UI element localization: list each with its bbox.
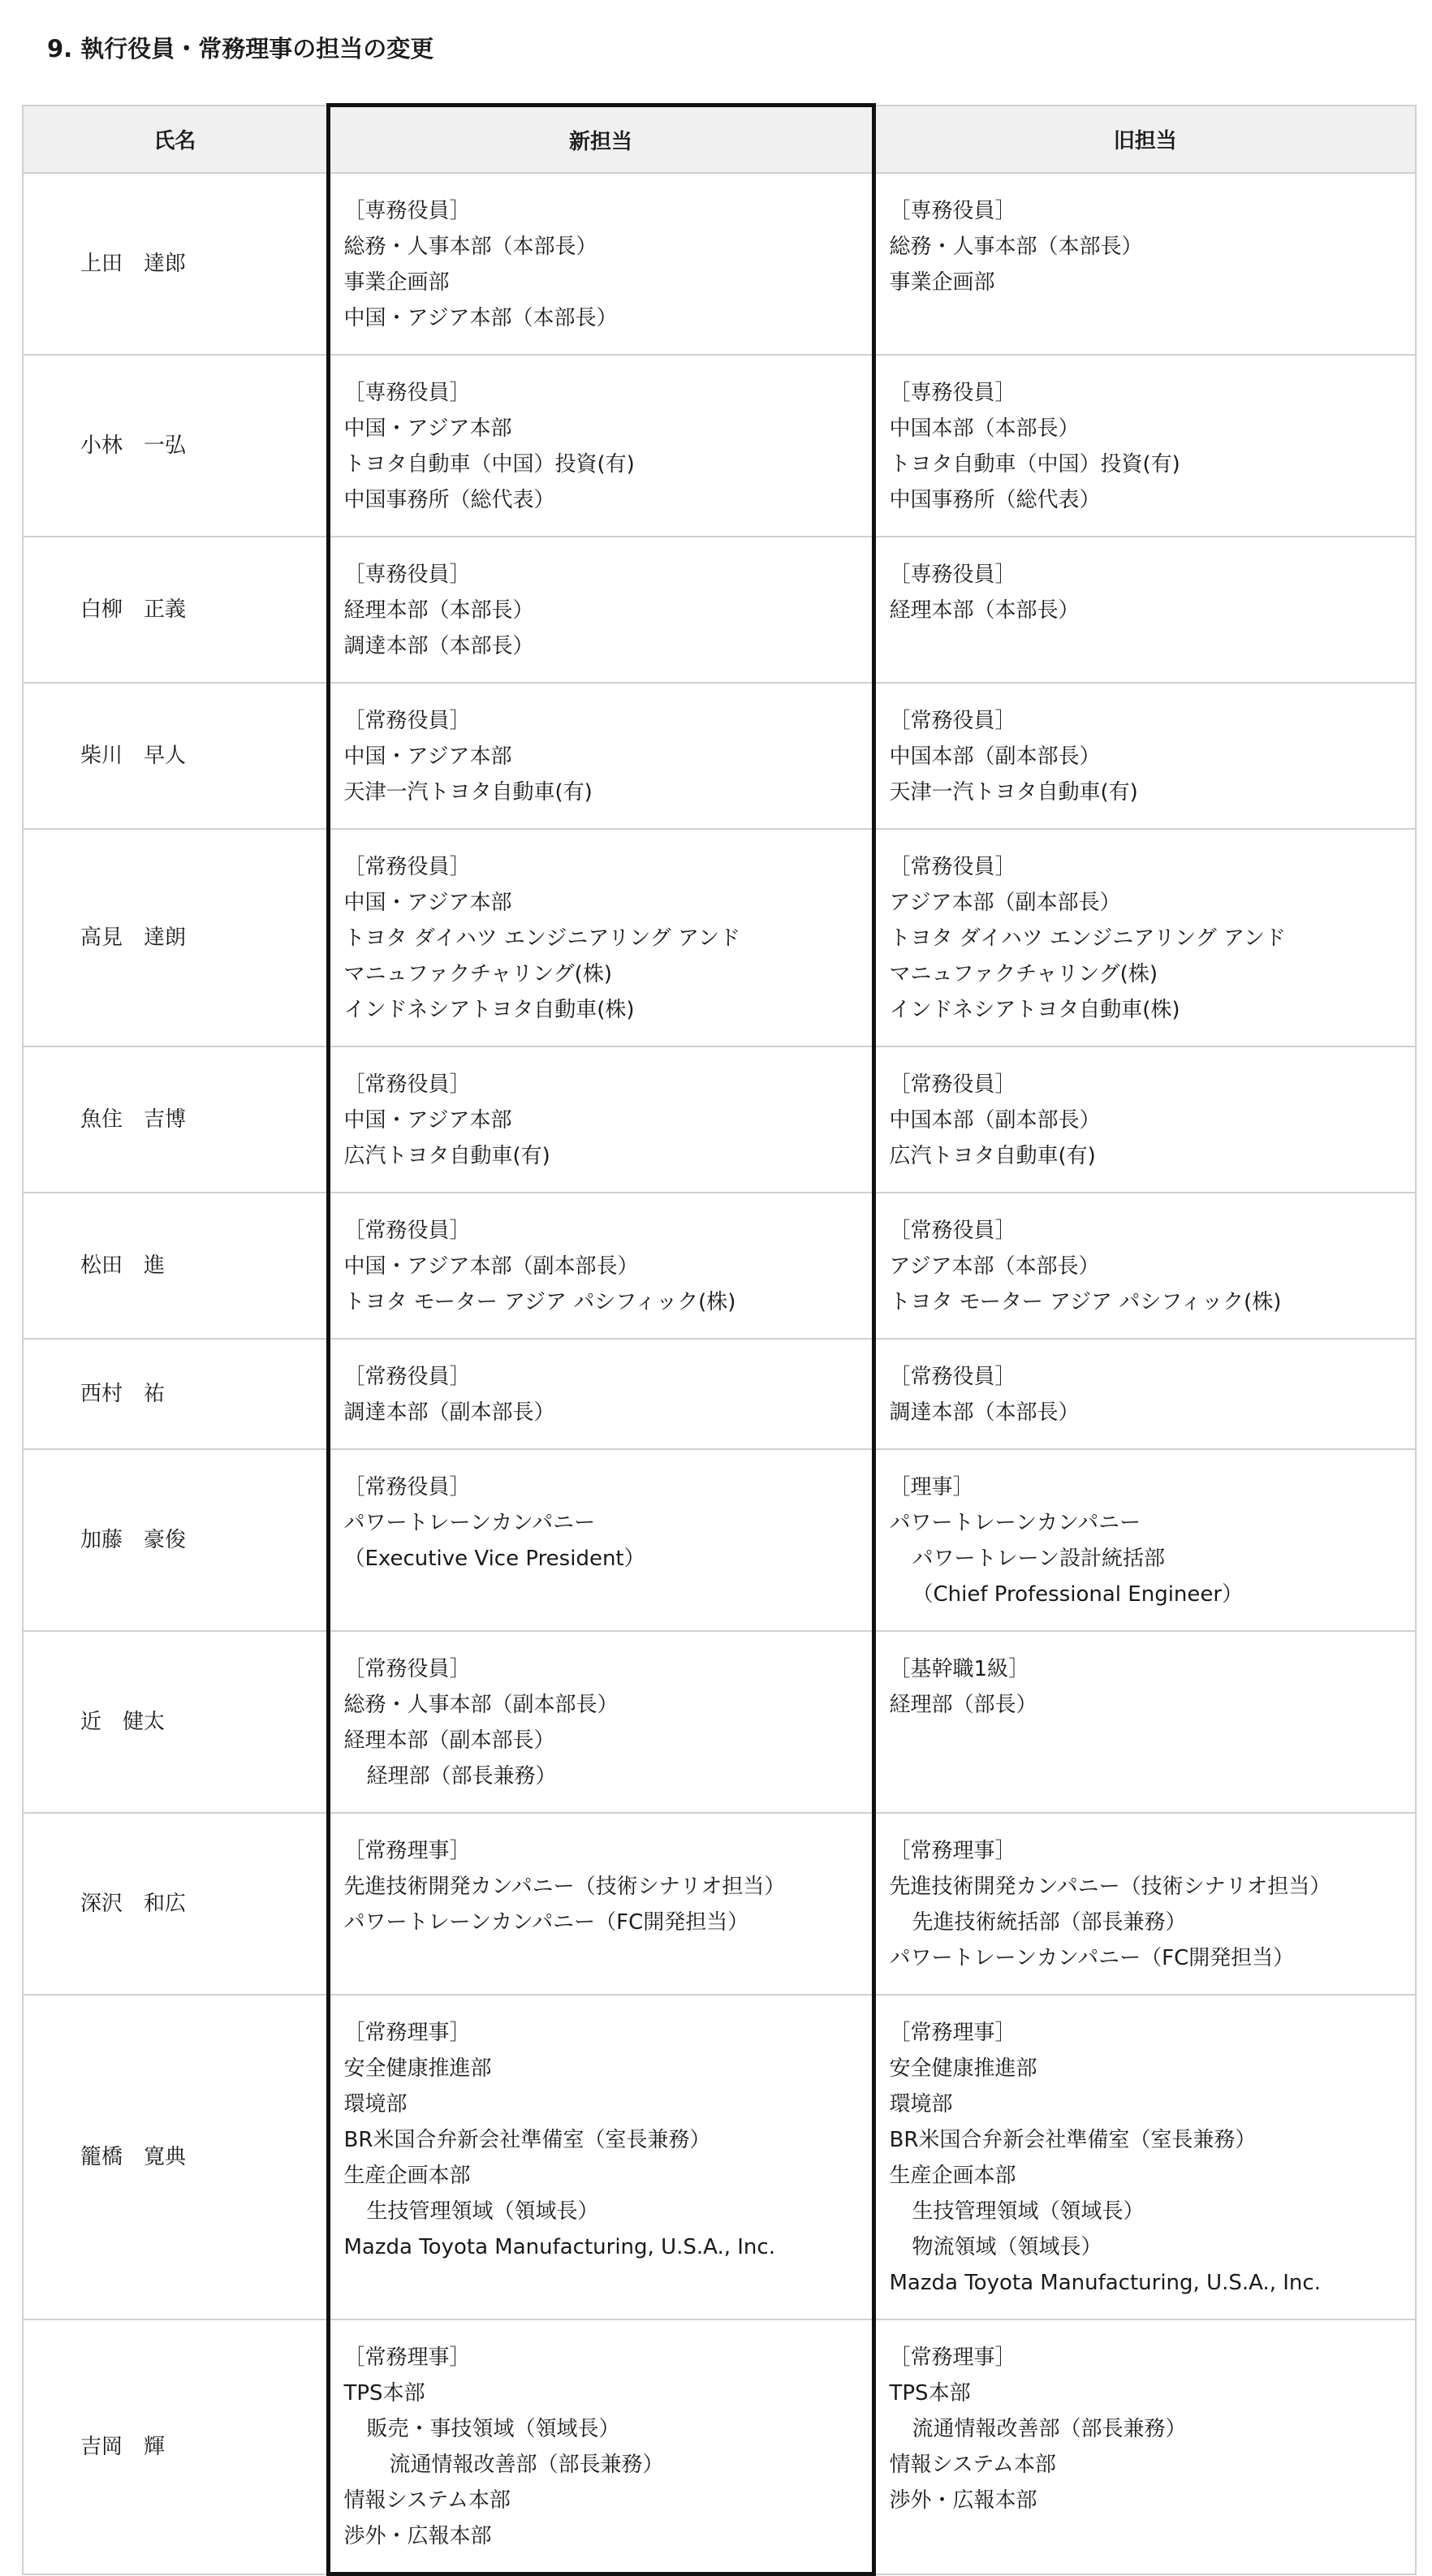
old-assignment-cell	[873, 1995, 1416, 2319]
new-assignment-cell	[328, 2319, 873, 2574]
person-name: 加藤 豪俊	[80, 1528, 187, 1552]
assignment-line: 事業企画部	[343, 270, 450, 295]
assignment-line: 情報システム本部	[343, 2488, 511, 2513]
new-assignment-cell	[328, 1813, 873, 1995]
assignment-line: 経理本部（本部長）	[343, 598, 534, 623]
old-assignment-cell	[873, 173, 1416, 355]
table-row	[23, 683, 1416, 829]
name-cell	[23, 173, 328, 355]
old-assignment-cell	[873, 2319, 1416, 2574]
assignment-line: 中国・アジア本部	[343, 416, 512, 441]
table-header-row	[23, 106, 1416, 174]
assignment-line: パワートレーンカンパニー	[343, 1511, 596, 1535]
assignment-line: ［常務理事］	[343, 2345, 471, 2370]
new-assignment-cell	[328, 1631, 873, 1813]
name-cell	[23, 355, 328, 537]
assignment-line: ［専務役員］	[889, 199, 1016, 223]
assignment-line: マニュファクチャリング(株)	[889, 962, 1158, 986]
assignment-line: トヨタ自動車（中国）投資(有)	[889, 452, 1180, 477]
assignment-line: 流通情報改善部（部長兼務）	[912, 2417, 1187, 2441]
name-cell	[23, 1193, 328, 1339]
assignment-line: トヨタ モーター アジア パシフィック(株)	[889, 1290, 1282, 1314]
table-row	[23, 1193, 1416, 1339]
assignment-line: ［常務役員］	[343, 855, 471, 879]
assignment-line: インドネシアトヨタ自動車(株)	[343, 998, 635, 1022]
name-cell	[23, 2319, 328, 2574]
assignment-line: ［専務役員］	[889, 563, 1016, 587]
assignment-line: トヨタ モーター アジア パシフィック(株)	[343, 1290, 736, 1314]
assignment-line: ［専務役員］	[343, 563, 471, 587]
table-row	[23, 1449, 1416, 1631]
assignment-line: トヨタ自動車（中国）投資(有)	[343, 452, 635, 477]
assignment-line: 調達本部（副本部長）	[343, 1400, 555, 1425]
assignment-line: 渉外・広報本部	[343, 2524, 492, 2548]
assignment-line: 経理部（部長）	[889, 1693, 1037, 1717]
name-cell	[23, 1449, 328, 1631]
assignment-line: ［常務理事］	[343, 2021, 471, 2045]
table-row	[23, 173, 1416, 355]
table-body	[23, 173, 1416, 2574]
person-name: 近 健太	[80, 1710, 166, 1734]
name-cell	[23, 829, 328, 1046]
assignment-line: 広汽トヨタ自動車(有)	[343, 1144, 550, 1168]
assignment-line: 中国本部（本部長）	[889, 416, 1080, 441]
assignment-line: 情報システム本部	[889, 2453, 1056, 2477]
new-assignment-cell	[328, 1193, 873, 1339]
assignment-line: トヨタ ダイハツ エンジニアリング アンド	[889, 926, 1287, 951]
assignment-line: 中国本部（副本部長）	[889, 744, 1101, 769]
assignment-line: 安全健康推進部	[889, 2056, 1037, 2081]
new-assignment-cell	[328, 683, 873, 829]
assignment-table-container	[22, 103, 1415, 2576]
assignment-line: 広汽トヨタ自動車(有)	[889, 1144, 1096, 1168]
assignment-line: ［専務役員］	[343, 381, 471, 405]
assignment-line: BR米国合弁新会社準備室（室長兼務）	[889, 2128, 1257, 2152]
assignment-table	[22, 103, 1417, 2576]
old-assignment-cell	[873, 1046, 1416, 1193]
assignment-line: 中国事務所（総代表）	[343, 488, 555, 512]
assignment-line: 中国・アジア本部（副本部長）	[343, 1254, 639, 1279]
old-assignment-cell	[873, 1813, 1416, 1995]
table-row	[23, 1046, 1416, 1193]
table-row	[23, 537, 1416, 683]
assignment-line: ［常務役員］	[889, 709, 1016, 733]
assignment-line: Mazda Toyota Manufacturing, U.S.A., Inc.	[889, 2271, 1321, 2295]
old-assignment-cell	[873, 355, 1416, 537]
assignment-line: Mazda Toyota Manufacturing, U.S.A., Inc.	[343, 2235, 775, 2259]
table-row	[23, 1339, 1416, 1449]
assignment-line: 渉外・広報本部	[889, 2488, 1037, 2513]
assignment-line: インドネシアトヨタ自動車(株)	[889, 998, 1180, 1022]
assignment-line: ［常務役員］	[343, 1072, 471, 1097]
table-row	[23, 355, 1416, 537]
table-row	[23, 1995, 1416, 2319]
assignment-line: 中国本部（副本部長）	[889, 1108, 1101, 1133]
old-assignment-cell	[873, 1339, 1416, 1449]
assignment-line: ［常務理事］	[889, 1839, 1016, 1863]
table-row	[23, 1813, 1416, 1995]
person-name: 松田 進	[80, 1253, 166, 1278]
new-assignment-cell	[328, 829, 873, 1046]
assignment-line: 経理本部（本部長）	[889, 598, 1080, 623]
header-new-assignment: 新担当	[328, 106, 873, 174]
assignment-line: トヨタ ダイハツ エンジニアリング アンド	[343, 926, 741, 951]
assignment-line: 中国・アジア本部	[343, 891, 512, 915]
assignment-line: パワートレーンカンパニー	[889, 1511, 1141, 1535]
new-assignment-cell	[328, 173, 873, 355]
assignment-line: 環境部	[343, 2092, 408, 2116]
person-name: 籠橋 寛典	[80, 2145, 187, 2169]
old-assignment-cell	[873, 1449, 1416, 1631]
assignment-line: ［常務理事］	[343, 1839, 471, 1863]
assignment-line: 中国・アジア本部	[343, 1108, 512, 1133]
old-assignment-cell	[873, 683, 1416, 829]
assignment-line: アジア本部（本部長）	[889, 1254, 1100, 1279]
table-row	[23, 2319, 1416, 2574]
assignment-line: 調達本部（本部長）	[889, 1400, 1080, 1425]
new-assignment-cell	[328, 1995, 873, 2319]
assignment-line: 物流領域（領域長）	[912, 2235, 1102, 2259]
assignment-line: ［常務役員］	[889, 855, 1016, 879]
name-cell	[23, 1631, 328, 1813]
assignment-line: マニュファクチャリング(株)	[343, 962, 612, 986]
new-assignment-cell	[328, 355, 873, 537]
assignment-line: ［常務役員］	[889, 1365, 1016, 1389]
assignment-line: ［常務役員］	[343, 1219, 471, 1243]
assignment-line: ［基幹職1級］	[889, 1657, 1030, 1681]
assignment-line: パワートレーンカンパニー（FC開発担当）	[889, 1946, 1295, 1970]
assignment-line: アジア本部（副本部長）	[889, 891, 1121, 915]
assignment-line: 天津一汽トヨタ自動車(有)	[343, 780, 593, 805]
assignment-line: パワートレーン設計統括部	[912, 1547, 1165, 1571]
assignment-line: TPS本部	[343, 2381, 425, 2406]
assignment-line: 調達本部（本部長）	[343, 634, 534, 658]
name-cell	[23, 1046, 328, 1193]
assignment-line: 総務・人事本部（本部長）	[343, 235, 597, 259]
person-name: 高見 達朗	[80, 926, 187, 950]
assignment-line: パワートレーンカンパニー（FC開発担当）	[343, 1910, 749, 1935]
name-cell	[23, 683, 328, 829]
assignment-line: ［常務役員］	[343, 1365, 471, 1389]
person-name: 小林 一弘	[80, 434, 187, 458]
header-old-assignment: 旧担当	[873, 106, 1416, 174]
assignment-line: 中国・アジア本部（本部長）	[343, 306, 618, 330]
assignment-line: 天津一汽トヨタ自動車(有)	[889, 780, 1138, 805]
assignment-line: 総務・人事本部（本部長）	[889, 235, 1143, 259]
assignment-line: ［常務役員］	[889, 1219, 1016, 1243]
new-assignment-cell	[328, 1449, 873, 1631]
page-title: 9. 執行役員・常務理事の担当の変更	[47, 35, 434, 63]
assignment-line: 中国・アジア本部	[343, 744, 512, 769]
assignment-line: 環境部	[889, 2092, 953, 2116]
old-assignment-cell	[873, 1631, 1416, 1813]
assignment-line: 流通情報改善部（部長兼務）	[389, 2453, 664, 2477]
new-assignment-cell	[328, 1339, 873, 1449]
assignment-line: ［理事］	[889, 1475, 974, 1499]
assignment-line: ［常務役員］	[343, 1657, 471, 1681]
header-name: 氏名	[23, 106, 328, 174]
assignment-line: ［常務役員］	[343, 709, 471, 733]
assignment-line: TPS本部	[889, 2381, 971, 2406]
person-name: 白柳 正義	[80, 598, 187, 622]
assignment-line: 生産企画本部	[343, 2164, 471, 2188]
assignment-line: ［常務役員］	[889, 1072, 1016, 1097]
assignment-line: 経理本部（副本部長）	[343, 1728, 555, 1753]
new-assignment-cell	[328, 537, 873, 683]
person-name: 吉岡 輝	[80, 2434, 166, 2459]
assignment-line: BR米国合弁新会社準備室（室長兼務）	[343, 2128, 711, 2152]
assignment-line: ［常務役員］	[343, 1475, 471, 1499]
assignment-line: ［専務役員］	[343, 199, 471, 223]
table-row	[23, 829, 1416, 1046]
person-name: 西村 祐	[80, 1382, 166, 1406]
assignment-line: 中国事務所（総代表）	[889, 488, 1101, 512]
assignment-line: 先進技術開発カンパニー（技術シナリオ担当）	[343, 1875, 786, 1899]
assignment-line: 生技管理領域（領域長）	[366, 2199, 599, 2224]
assignment-line: 経理部（部長兼務）	[366, 1764, 557, 1789]
assignment-line: 先進技術開発カンパニー（技術シナリオ担当）	[889, 1875, 1331, 1899]
assignment-line: 生産企画本部	[889, 2164, 1016, 2188]
assignment-line: 販売・事技領域（領域長）	[366, 2417, 620, 2441]
old-assignment-cell	[873, 829, 1416, 1046]
assignment-line: 総務・人事本部（副本部長）	[343, 1693, 619, 1717]
assignment-line: （Executive Vice President）	[343, 1547, 645, 1571]
assignment-line: ［専務役員］	[889, 381, 1016, 405]
name-cell	[23, 1339, 328, 1449]
assignment-line: ［常務理事］	[889, 2021, 1016, 2045]
assignment-line: 安全健康推進部	[343, 2056, 492, 2081]
person-name: 魚住 吉博	[80, 1107, 187, 1132]
assignment-line: ［常務理事］	[889, 2345, 1016, 2370]
assignment-line: 事業企画部	[889, 270, 995, 295]
person-name: 深沢 和広	[80, 1892, 187, 1916]
assignment-line: （Chief Professional Engineer）	[912, 1582, 1244, 1607]
new-assignment-cell	[328, 1046, 873, 1193]
old-assignment-cell	[873, 537, 1416, 683]
old-assignment-cell	[873, 1193, 1416, 1339]
person-name: 上田 達郎	[80, 252, 187, 276]
person-name: 柴川 早人	[80, 744, 187, 768]
name-cell	[23, 537, 328, 683]
assignment-line: 先進技術統括部（部長兼務）	[912, 1910, 1187, 1935]
name-cell	[23, 1995, 328, 2319]
assignment-line: 生技管理領域（領域長）	[912, 2199, 1145, 2224]
name-cell	[23, 1813, 328, 1995]
table-row	[23, 1631, 1416, 1813]
